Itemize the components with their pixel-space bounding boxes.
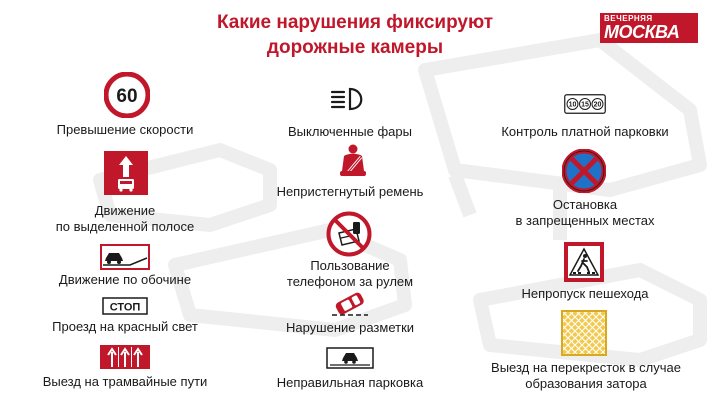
label-line: Выезд на перекресток в случае [491,360,681,375]
label-tram-tracks [20,374,230,390]
label-line: образования затора [525,376,647,391]
label-yellow-box [470,360,702,392]
label-seatbelt [250,184,450,200]
label-line: Выезд на трамвайные пути [42,374,208,389]
lane-marking-car-icon [330,291,370,317]
title-line-1: Какие нарушения фиксируют [216,12,494,33]
wrong-parking-sign-icon [326,347,374,369]
pedestrian-crossing-sign-icon [564,242,604,282]
label-line: телефоном за рулем [286,274,414,289]
label-bus-lane [20,203,230,235]
title-line-2: дорожные камеры [266,37,444,58]
stop-sign-text: СТОП [109,301,141,314]
logo-line-1: ВЕЧЕРНЯЯ [604,14,653,23]
logo-line-2: МОСКВА [604,22,680,42]
label-marking [250,320,450,336]
label-line: Непристегнутый ремень [276,184,424,199]
headlights-off-icon [330,86,370,112]
label-line: Проезд на красный свет [52,319,198,334]
paid-parking-plate-icon [564,94,606,114]
plate-number-3: 20 [593,101,602,109]
label-headlights [250,124,450,140]
plate-number-1: 10 [568,101,577,109]
label-line: Неправильная парковка [276,375,424,390]
page-title [170,10,540,60]
label-no-stopping [475,197,695,229]
yellow-box-junction-icon [561,310,607,356]
label-speeding [20,122,230,138]
label-phone [250,258,450,290]
label-line: Непропуск пешехода [521,286,649,301]
speed-limit-sign-icon [104,72,150,118]
no-stopping-sign-icon [562,149,606,193]
vechernyaya-moskva-logo [600,13,698,43]
label-line: Пользование [310,258,390,273]
label-line: в запрещенных местах [515,213,655,228]
label-paid-parking [475,124,695,140]
stop-line-sign-icon [102,297,148,315]
label-shoulder [20,272,230,288]
label-wrong-parking [250,375,450,391]
label-line: Выключенные фары [288,124,412,139]
label-line: Движение [94,203,156,218]
tram-tracks-sign-icon [100,345,150,369]
phone-while-driving-icon [326,211,372,257]
speed-limit-value: 60 [116,86,138,107]
shoulder-driving-sign-icon [100,244,150,270]
label-line: Превышение скорости [56,122,194,137]
label-pedestrian [475,286,695,302]
plate-number-2: 15 [581,101,589,109]
label-line: Движение по обочине [58,272,192,287]
label-line: Нарушение разметки [285,320,415,335]
label-line: Контроль платной парковки [501,124,669,139]
label-line: Остановка [552,197,618,212]
bus-lane-sign-icon [104,151,148,195]
label-red-light [20,319,230,335]
label-line: по выделенной полосе [55,219,195,234]
seatbelt-icon [334,143,370,179]
